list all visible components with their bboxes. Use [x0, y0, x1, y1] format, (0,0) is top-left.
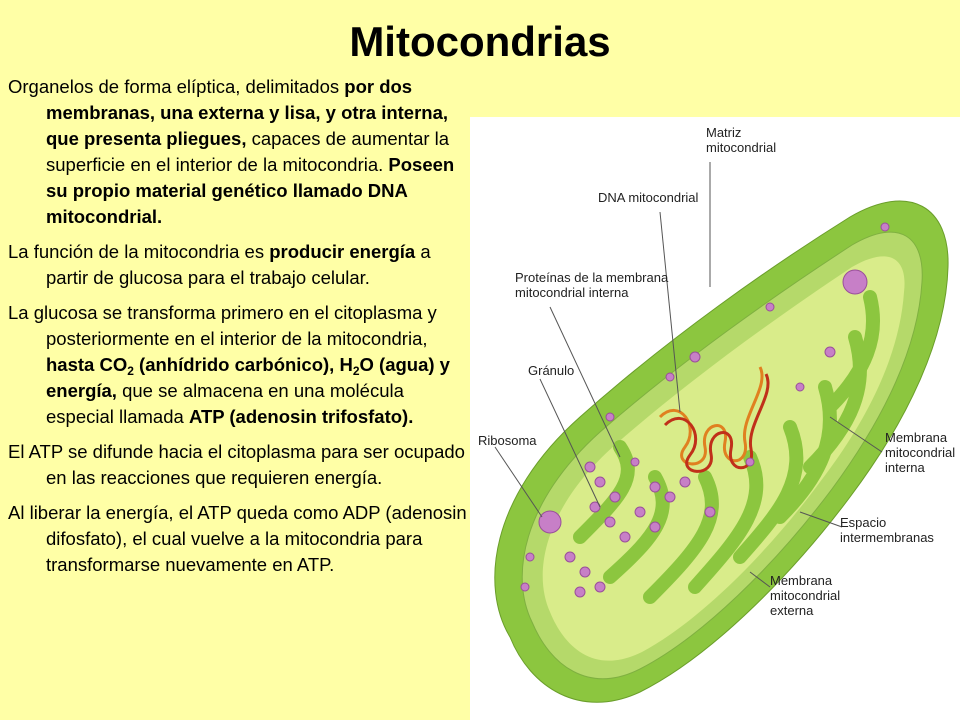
- ribosome: [666, 373, 674, 381]
- ribosome: [746, 458, 754, 466]
- text-run: La glucosa se transforma primero en el citoplasma y posteriormente en el interior de la mitocondria,: [8, 302, 437, 349]
- label-line: Ribosoma: [478, 433, 537, 448]
- ribosome: [526, 553, 534, 561]
- ribosome: [605, 517, 615, 527]
- label-line: mitocondrial: [706, 140, 777, 155]
- text-content: [8, 74, 468, 587]
- label-matriz-mitocondrial: [706, 125, 776, 155]
- label-membrana-interna: [885, 430, 955, 475]
- ribosome: [650, 522, 660, 532]
- text-run: ATP (adenosin trifosfato).: [188, 406, 414, 427]
- ribosome: [521, 583, 529, 591]
- ribosome: [580, 567, 590, 577]
- ribosome: [631, 458, 639, 466]
- ribosome: [705, 507, 715, 517]
- label-granulo: [528, 363, 574, 378]
- ribosome: [690, 352, 700, 362]
- text-run: Organelos de forma elíptica, delimitados: [8, 76, 345, 97]
- ribosome: [680, 477, 690, 487]
- label-dna-mitocondrial: [598, 190, 699, 205]
- ribosome: [650, 482, 660, 492]
- ribosome: [620, 532, 630, 542]
- ribosome: [585, 462, 595, 472]
- ribosome: [635, 507, 645, 517]
- label-proteinas-membrana: [515, 270, 669, 300]
- label-line: interna: [885, 460, 925, 475]
- label-line: Gránulo: [528, 363, 575, 378]
- granule: [843, 270, 867, 294]
- label-line: mitocondrial: [885, 445, 956, 460]
- ribosome: [796, 383, 804, 391]
- text-run: La función de la mitocondria es: [8, 241, 270, 262]
- label-ribosoma: [478, 433, 537, 448]
- text-run: a partir de glucosa para el trabajo celular.: [46, 241, 431, 288]
- text-run: capaces de aumentar la superficie en el interior de la mitocondria.: [46, 128, 450, 175]
- label-line: Membrana: [770, 573, 833, 588]
- text-run: 2: [127, 364, 134, 378]
- granule: [539, 511, 561, 533]
- label-line: mitocondrial interna: [515, 285, 629, 300]
- text-run: hasta CO: [46, 354, 128, 375]
- text-run: Al liberar la energía, el ATP queda como ADP (adenosin difosfato), el cual vuelve a la mitocondria para transformarse nuevamente en ATP.: [8, 502, 467, 575]
- label-line: Membrana: [885, 430, 948, 445]
- label-line: mitocondrial: [770, 588, 841, 603]
- paragraph-1: [8, 74, 468, 230]
- paragraph-3: [8, 300, 468, 430]
- label-membrana-externa: [770, 573, 840, 618]
- paragraph-4: [8, 439, 468, 491]
- mitochondria-diagram: [470, 117, 960, 720]
- text-run: (anhídrido carbónico), H: [133, 354, 353, 375]
- label-line: intermembranas: [840, 530, 934, 545]
- ribosome: [606, 413, 614, 421]
- slide-title: Mitocondrias: [349, 18, 611, 65]
- label-line: Proteínas de la membrana: [515, 270, 669, 285]
- ribosome: [825, 347, 835, 357]
- label-line: Matriz: [706, 125, 742, 140]
- text-run: Poseen su propio material genético llamado DNA mitocondrial.: [46, 154, 455, 227]
- ribosome: [665, 492, 675, 502]
- label-line: DNA mitocondrial: [598, 190, 699, 205]
- text-run: El ATP se difunde hacia el citoplasma para ser ocupado en las reacciones que requieren energía.: [8, 441, 465, 488]
- ribosome: [881, 223, 889, 231]
- ribosome: [595, 477, 605, 487]
- text-run: por dos membranas, una externa y lisa, y otra interna, que presenta pliegues,: [46, 76, 449, 149]
- ribosome: [575, 587, 585, 597]
- label-line: externa: [770, 603, 814, 618]
- ribosome: [595, 582, 605, 592]
- mitochondria-illustration: [470, 117, 960, 720]
- text-run: 2: [352, 364, 360, 378]
- paragraph-2: [8, 239, 468, 291]
- ribosome: [565, 552, 575, 562]
- ribosome: [766, 303, 774, 311]
- text-run: que se almacena en una molécula especial llamada: [46, 380, 404, 427]
- ribosome: [610, 492, 620, 502]
- text-run: O (agua) y energía,: [46, 354, 450, 401]
- paragraph-5: [8, 500, 468, 578]
- label-espacio-intermembranas: [840, 515, 934, 545]
- text-run: producir energía: [269, 241, 416, 262]
- label-line: Espacio: [840, 515, 887, 530]
